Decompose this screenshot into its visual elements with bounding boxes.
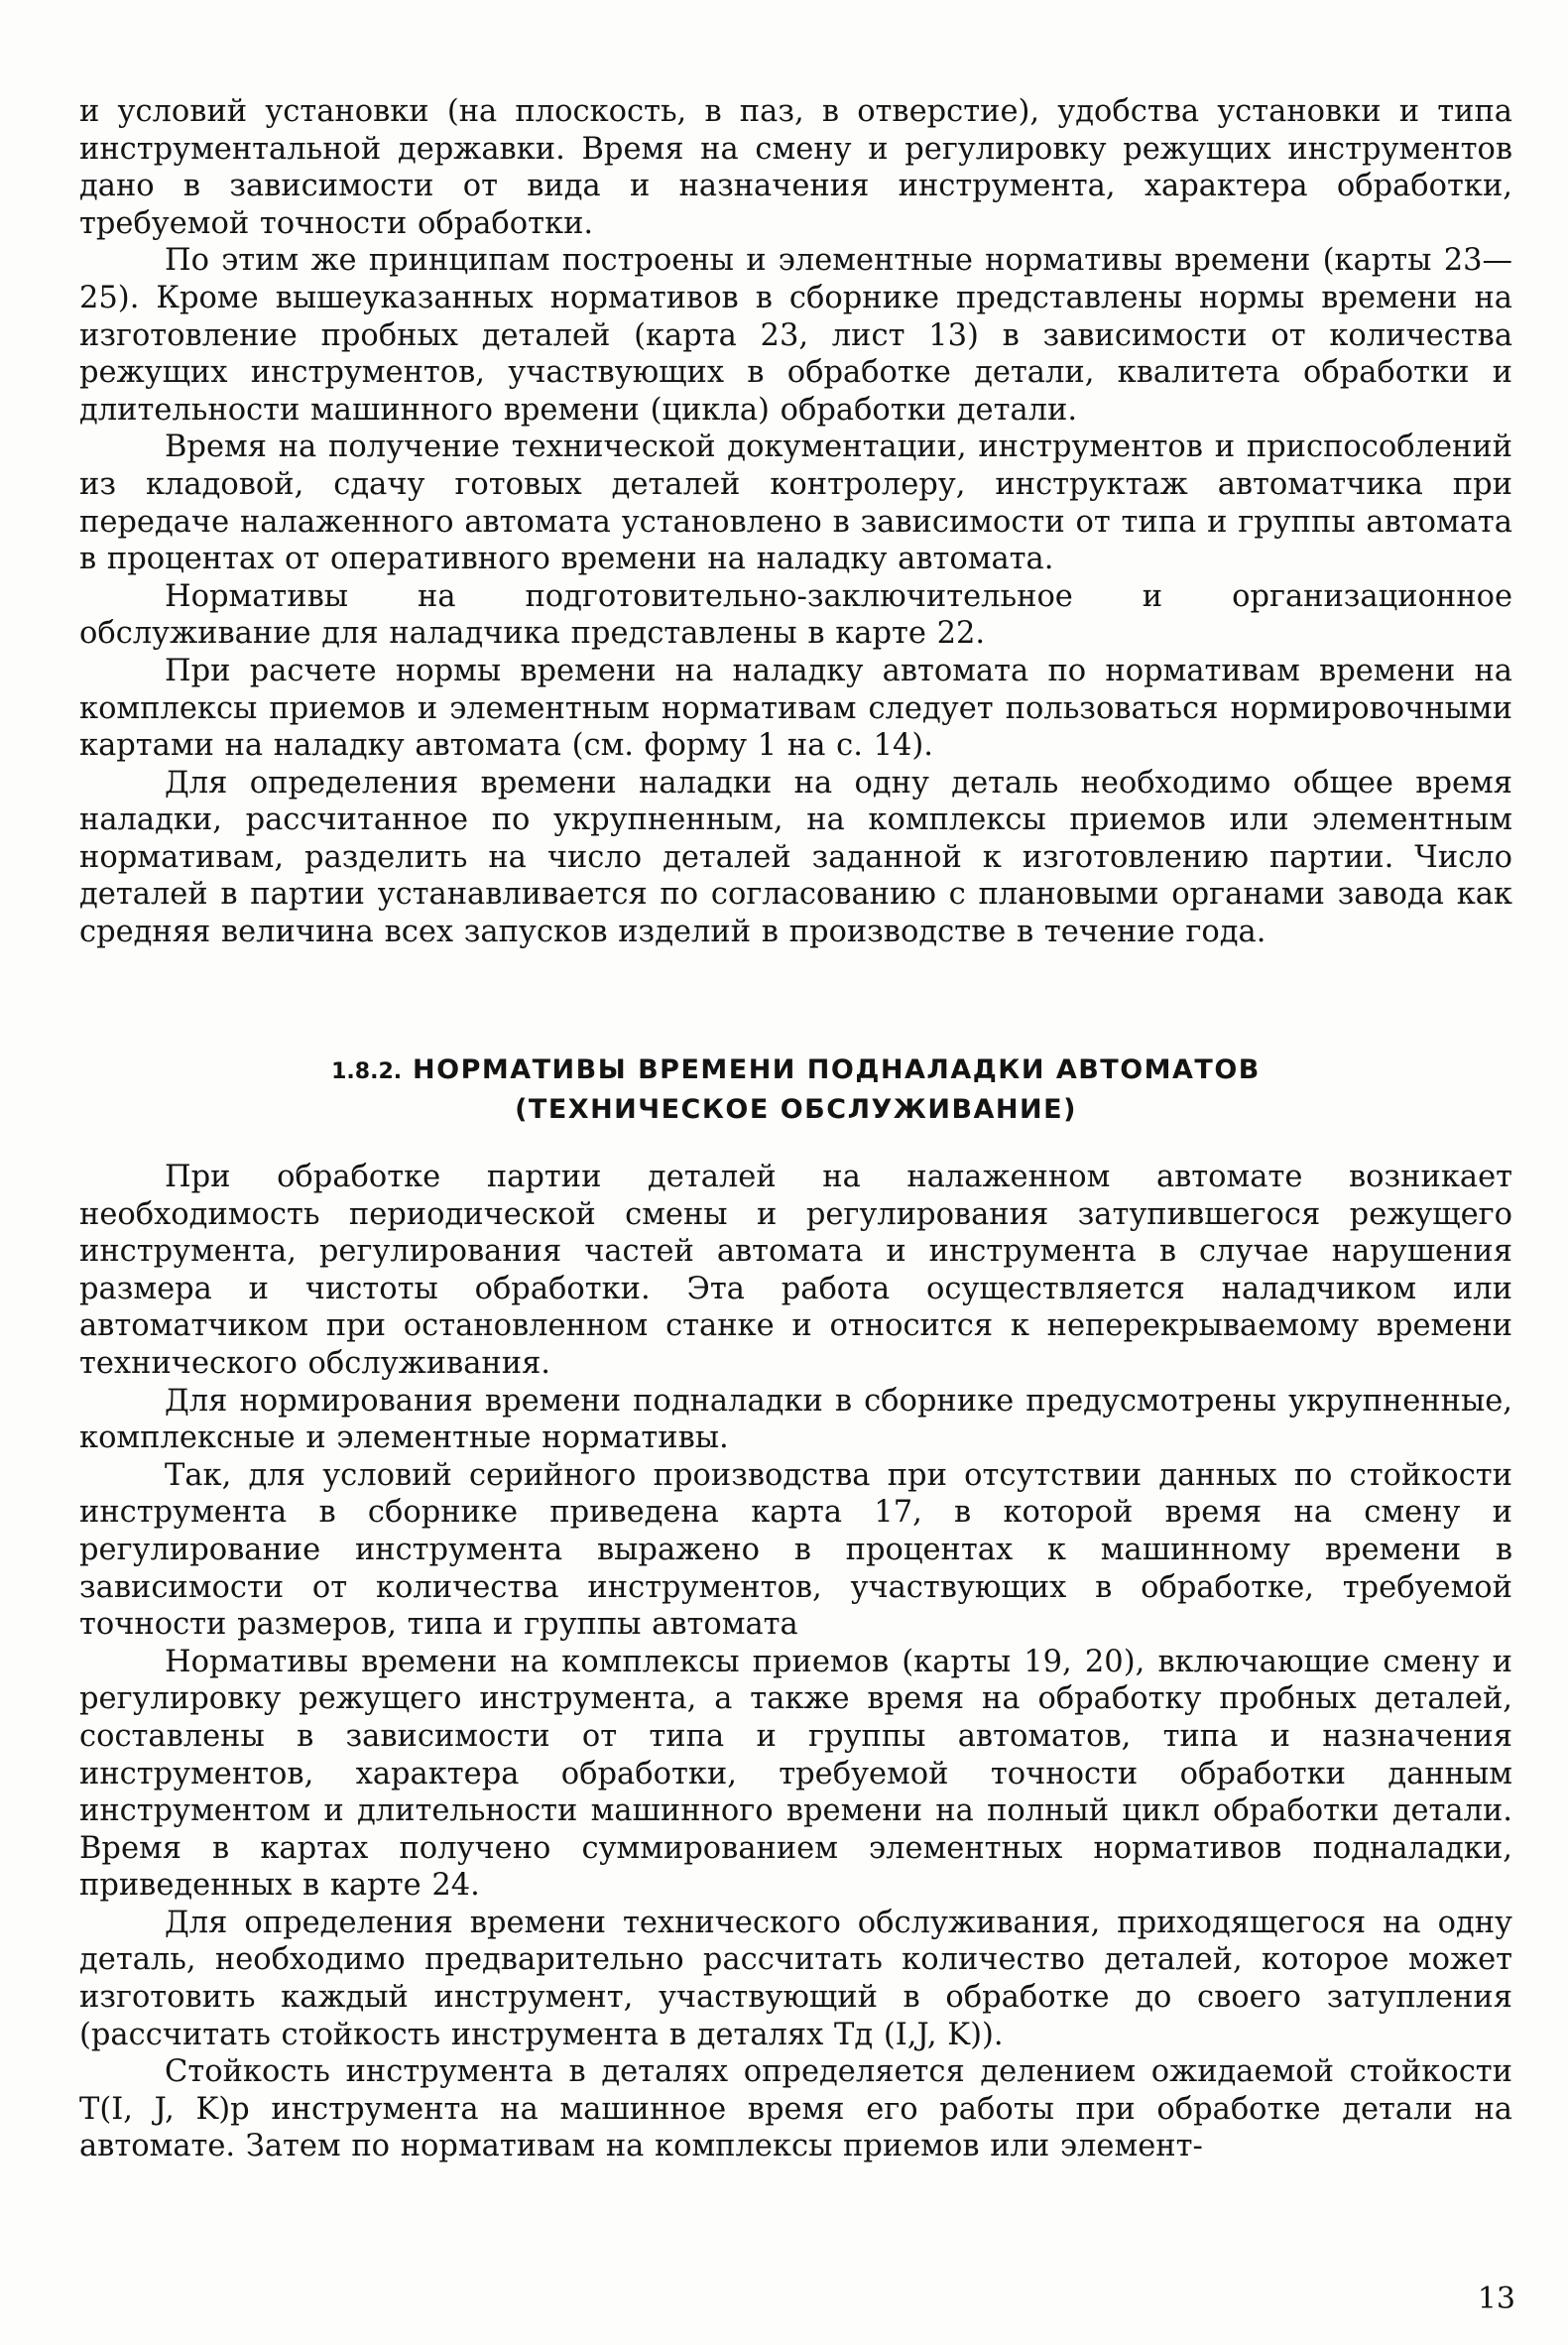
paragraph: Стойкость инструмента в деталях определяется делением ожидаемой стойкости T(I, J, K)р инструмента на машинное время его работы при обработке детали на автомате. Затем по нормативам на комплексы приемов или элемент- <box>79 2054 1512 2164</box>
text-block-top <box>79 93 1512 951</box>
section-heading <box>79 1051 1512 1129</box>
section-title-line-1: НОРМАТИВЫ ВРЕМЕНИ ПОДНАЛАДКИ АВТОМАТОВ <box>413 1054 1261 1085</box>
paragraph: Нормативы времени на комплексы приемов (карты 19, 20), включающие смену и регулировку режущего инструмента, а также время на обработку пробных деталей, составлены в зависимости от типа и группы автоматов, типа и назначения инструментов, характера обработки, требуемой точности обработки данным инструментом и длительности машинного времени на полный цикл обработки детали. Время в картах получено суммированием элементных нормативов подналадки, приведенных в карте 24. <box>79 1644 1512 1904</box>
paragraph: Так, для условий серийного производства при отсутствии данных по стойкости инструмента в сборнике приведена карта 17, в которой время на смену и регулирование инструмента выражено в процентах к машинному времени в зависимости от количества инструментов, участвующих в обработке, требуемой точности размеров, типа и группы автомата <box>79 1457 1512 1643</box>
paragraph: При обработке партии деталей на налаженном автомате возникает необходимость периодической смены и регулирования затупившегося режущего инструмента, регулирования частей автомата и инструмента в случае нарушения размера и чистоты обработки. Эта работа осуществляется наладчиком или автоматчиком при остановленном станке и относится к неперекрываемому времени технического обслуживания. <box>79 1160 1512 1381</box>
paragraph: Для определения времени технического обслуживания, приходящегося на одну деталь, необходимо предварительно рассчитать количество деталей, которое может изготовить каждый инструмент, участвующий в обработке до своего затупления (рассчитать стойкость инструмента в деталях Tд (I,J, K)). <box>79 1905 1512 2052</box>
paragraph: Для нормирования времени подналадки в сборнике предусмотрены укрупненные, комплексные и элементные нормативы. <box>79 1383 1512 1456</box>
section-heading-line-1 <box>79 1051 1512 1091</box>
paragraph: По этим же принципам построены и элементные нормативы времени (карты 23—25). Кроме вышеуказанных нормативов в сборнике представлены нормы времени на изготовление пробных деталей (карта 23, лист 13) в зависимости от количества режущих инструментов, участвующих в обработке детали, квалитета обработки и длительности машинного времени (цикла) обработки детали. <box>79 243 1512 428</box>
paragraph: Время на получение технической документации, инструментов и приспособлений из кладовой, сдачу готовых деталей контролеру, инструктаж автоматчика при передаче налаженного автомата установлено в зависимости от типа и группы автомата в процентах от оперативного времени на наладку автомата. <box>79 430 1512 577</box>
page-number: 13 <box>1477 2282 1515 2316</box>
text-block-bottom <box>79 1159 1512 2165</box>
paragraph: При расчете нормы времени на наладку автомата по нормативам времени на комплексы приемов и элементным нормативам следует пользоваться нормировочными картами на наладку автомата (см. форму 1 на с. 14). <box>79 653 1512 764</box>
section-number: 1.8.2. <box>331 1059 403 1084</box>
section-title-line-2: (ТЕХНИЧЕСКОЕ ОБСЛУЖИВАНИЕ) <box>515 1094 1077 1125</box>
paragraph: Для определения времени наладки на одну деталь необходимо общее время наладки, рассчитанное по укрупненным, на комплексы приемов или элементным нормативам, разделить на число деталей заданной к изготовлению партии. Число деталей в партии устанавливается по согласованию с плановыми органами завода как средняя величина всех запусков изделий в производстве в течение года. <box>79 765 1512 950</box>
paragraph-continuation: и условий установки (на плоскость, в паз, в отверстие), удобства установки и типа инструментальной державки. Время на смену и регулировку режущих инструментов дано в зависимости от вида и назначения инструмента, характера обработки, требуемой точности обработки. <box>79 94 1512 241</box>
paragraph: Нормативы на подготовительно-заключительное и организационное обслуживание для наладчика представлены в карте 22. <box>79 578 1512 652</box>
